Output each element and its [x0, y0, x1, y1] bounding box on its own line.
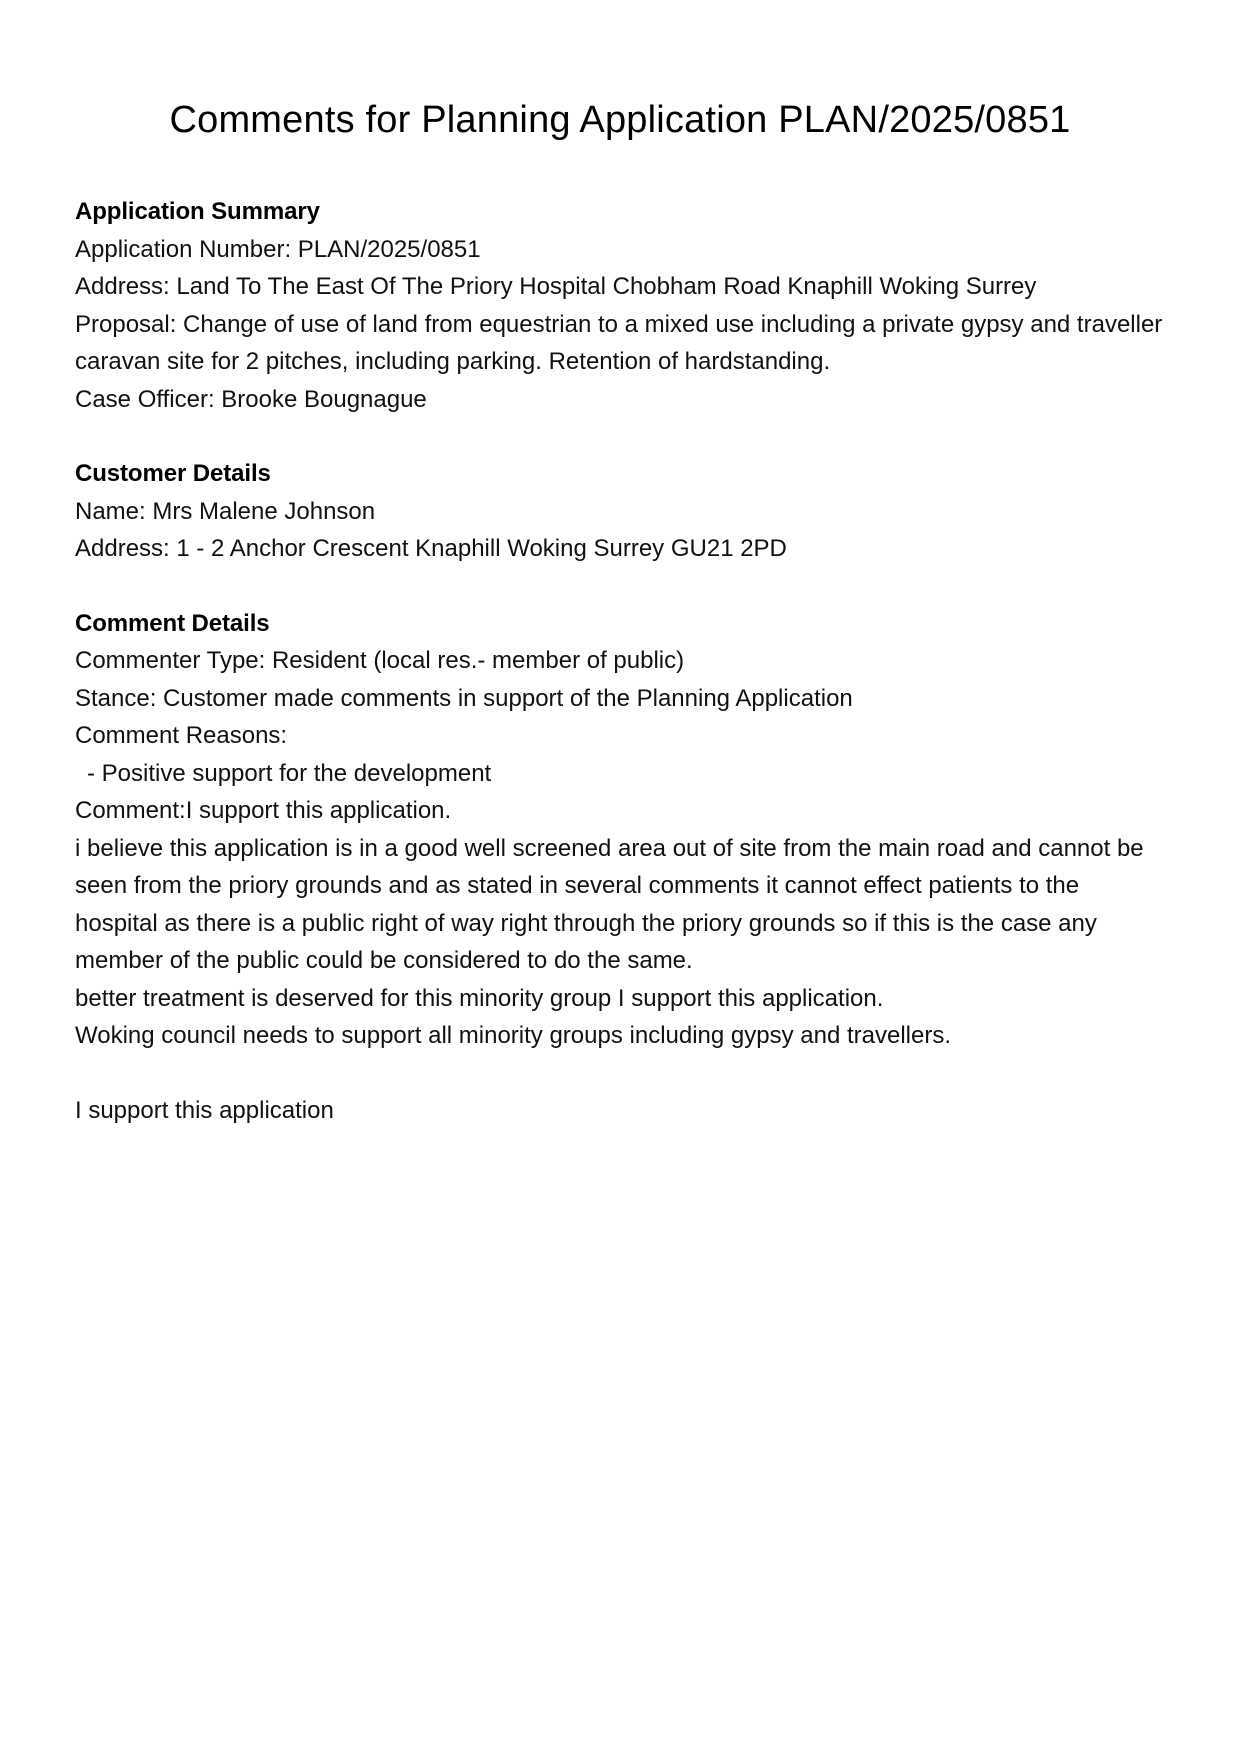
comment-first-line: Comment:I support this application.: [75, 797, 452, 824]
page-title: Comments for Planning Application PLAN/2025/0851: [169, 99, 1071, 141]
customer-name: Name: Mrs Malene Johnson: [75, 497, 376, 525]
comment-closing: I support this application: [75, 1097, 334, 1124]
application-address: Address: Land To The East Of The Priory Hospital Chobham Road Knaphill Woking Surrey: [75, 273, 1037, 300]
comment-reasons-label: Comment Reasons:: [75, 722, 288, 749]
customer-details-heading: Customer Details: [75, 460, 271, 487]
application-proposal: Proposal: Change of use of land from equestrian to a mixed use including a private gypsy and traveller caravan site for 2 pitches, including parking. Retention of hardstanding.: [75, 310, 1169, 375]
comment-line-2: better treatment is deserved for this minority group I support this application.: [75, 984, 884, 1012]
commenter-type: Commenter Type: Resident (local res.- member of public): [75, 647, 685, 674]
customer-address: Address: 1 - 2 Anchor Crescent Knaphill Woking Surrey GU21 2PD: [75, 535, 787, 562]
comment-line-3: Woking council needs to support all minority groups including gypsy and travellers.: [75, 1022, 952, 1049]
blank-line: [75, 1055, 1165, 1093]
comment-paragraph: i believe this application is in a good well screened area out of site from the main road and cannot be seen from the priory grounds and as stated in several comments it cannot effect patients to the hospital as there is a public right of way right through the priory grounds so if this is the case any member of the public could be considered to do the same.: [75, 834, 1151, 974]
application-summary-heading: Application Summary: [75, 198, 320, 225]
comment-reason-item: - Positive support for the development: [87, 759, 492, 787]
comment-stance: Stance: Customer made comments in support of the Planning Application: [75, 684, 853, 712]
comment-details-section: [75, 605, 1165, 1130]
comment-details-heading: Comment Details: [75, 609, 270, 637]
customer-details-section: [75, 455, 1165, 568]
application-summary-section: [75, 193, 1169, 418]
case-officer: Case Officer: Brooke Bougnague: [75, 385, 427, 413]
application-number: Application Number: PLAN/2025/0851: [75, 235, 481, 263]
